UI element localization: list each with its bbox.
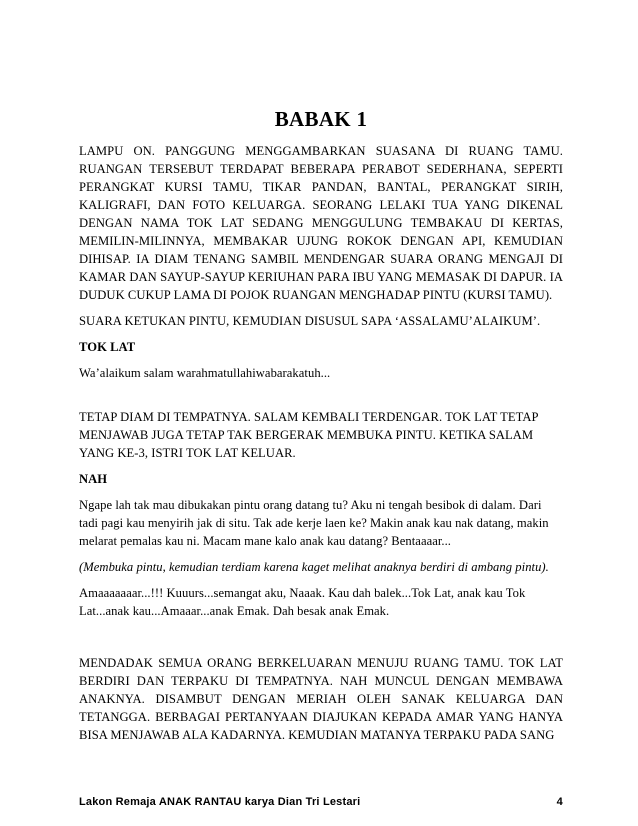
page-number: 4 xyxy=(556,796,563,808)
page-content xyxy=(79,106,563,752)
chapter-title: BABAK 1 xyxy=(274,107,368,131)
stage-direction-salam: TETAP DIAM DI TEMPATNYA. SALAM KEMBALI TERDENGAR. TOK LAT TETAP MENJAWAB JUGA TETAP TAK BERGERAK MEMBUKA PINTU. KETIKA SALAM YANG KE-3, ISTRI TOK LAT KELUAR. xyxy=(79,410,539,460)
stage-direction-gathering: MENDADAK SEMUA ORANG BERKELUARAN MENUJU RUANG TAMU. TOK LAT BERDIRI DAN TERPAKU DI TEMPATNYA. NAH MUNCUL DENGAN MEMBAWA ANAKNYA. DISAMBUT DENGAN MERIAH OLEH SANAK KELUARGA DAN TETANGGA. BERBAGAI PERTANYAAN DIAJUKAN KEPADA AMAR YANG HANYA BISA MENJAWAB ALA KADARNYA. KEMUDIAN MATANYA TERPAKU PADA SANG xyxy=(79,656,563,742)
dialogue-nah-2: Amaaaaaaar...!!! Kuuurs...semangat aku, Naaak. Kau dah balek...Tok Lat, anak kau Tok Lat...anak kau...Amaaar...anak Emak. Dah besak anak Emak. xyxy=(79,586,526,618)
speaker-tok-lat: TOK LAT xyxy=(79,340,136,354)
footer-title: Lakon Remaja ANAK RANTAU karya Dian Tri Lestari xyxy=(79,796,361,808)
paragraph-gap xyxy=(79,628,563,654)
page-footer xyxy=(79,796,563,808)
dialogue-tok-lat: Wa’alaikum salam warahmatullahiwabarakatuh... xyxy=(79,366,331,380)
stage-direction-knock: SUARA KETUKAN PINTU, KEMUDIAN DISUSUL SAPA ‘ASSALAMU’ALAIKUM’. xyxy=(79,314,541,328)
paragraph-gap xyxy=(79,390,563,408)
speaker-nah: NAH xyxy=(79,472,108,486)
stage-direction-opening: LAMPU ON. PANGGUNG MENGGAMBARKAN SUASANA DI RUANG TAMU. RUANGAN TERSEBUT TERDAPAT BEBERAPA PERABOT SEDERHANA, SEPERTI PERANGKAT KURSI TAMU, TIKAR PANDAN, BANTAL, PERANGKAT SIRIH, KALIGRAFI, DAN FOTO KELUARGA. SEORANG LELAKI TUA YANG DIKENAL DENGAN NAMA TOK LAT SEDANG MENGGULUNG TEMBAKAU DI KERTAS, MEMILIN-MILINNYA, MEMBAKAR UJUNG ROKOK DENGAN API, KEMUDIAN DIHISAP. IA DIAM TENANG SAMBIL MENDENGAR SUARA ORANG MENGAJI DI KAMAR DAN SAYUP-SAYUP KERIUHAN PARA IBU YANG MEMASAK DI DAPUR. IA DUDUK CUKUP LAMA DI POJOK RUANGAN MENGHADAP PINTU (KURSI TAMU). xyxy=(79,144,563,302)
parenthetical-direction: (Membuka pintu, kemudian terdiam karena kaget melihat anaknya berdiri di ambang pintu). xyxy=(79,560,549,574)
dialogue-nah-1: Ngape lah tak mau dibukakan pintu orang datang tu? Aku ni tengah besibok di dalam. Dari tadi pagi kau menyirih jak di situ. Tak ade kerje laen ke? Makin anak kau nak datang, makin melarat pemalas kau ni. Macam mane kalo anak kau datang? Bentaaaar... xyxy=(79,498,549,548)
